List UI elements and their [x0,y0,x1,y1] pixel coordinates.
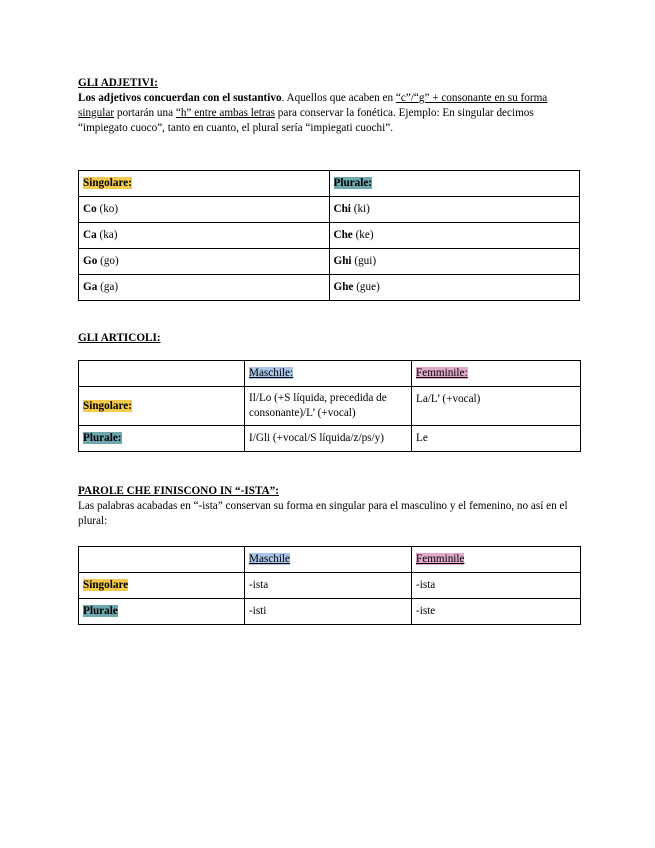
table-row [79,275,580,301]
row-label-cell: Singolare: [79,387,245,426]
adjetivi-paragraph: Los adjetivos concuerdan con el sustantivo. Aquellos que acaben en “c”/“g” + consonante en su forma singular portarán una “h” entre ambas letras para conservar la fonética. Ejemplo: En singular decimos “impiegato cuoco”, tanto en cuanto, el plural sería “impiegati cuochi”. [78,92,548,134]
ista-paragraph: Las palabras acabadas en “-ista” conservan su forma en singular para el masculino y el femenino, no así en el plural: [78,500,568,527]
section-title-ista: PAROLE CHE FINISCONO IN “-ISTA”: [78,485,279,497]
header-cell: Plurale: [329,171,580,197]
row-label-cell: Plurale: [79,426,245,452]
table-cell: Ghi (gui) [329,249,580,275]
adjetivi-bold-rule: Los adjetivos concuerdan con el sustantivo [78,92,282,104]
header-cell: Maschile: [245,361,412,387]
table-cell: -ista [412,573,581,599]
header-cell [79,547,245,573]
table-header-row [79,361,581,387]
header-cell: Femminile: [412,361,581,387]
table-header-row [79,171,580,197]
table-row [79,387,581,426]
table-cell: Che (ke) [329,223,580,249]
table-cell: -isti [245,599,412,625]
table-cell: Co (ko) [79,197,330,223]
table-row [79,573,581,599]
section-title-articoli: GLI ARTICOLI: [78,332,161,344]
table-row [79,426,581,452]
underlined-phrase: “h” entre ambas letras [175,107,275,119]
table-row [79,249,580,275]
table-cell: I/Gli (+vocal/S líquida/z/ps/y) [245,426,412,452]
header-cell: Femminile [412,547,581,573]
table-cell: Go (go) [79,249,330,275]
underlined-phrase: “c”/“g” + consonante en su forma singular [78,92,548,119]
section-title-adjetivi: GLI ADJETIVI: [78,77,158,89]
table-cell: Ghe (gue) [329,275,580,301]
header-cell: Singolare: [79,171,330,197]
header-cell: Maschile [245,547,412,573]
table-cell: Il/Lo (+S líquida, precedida de consonante)/L’ (+vocal) [245,387,412,426]
header-cell [79,361,245,387]
table-cell: Le [412,426,581,452]
articoli-table [78,360,581,452]
table-cell: -iste [412,599,581,625]
table-cell: Ga (ga) [79,275,330,301]
row-label-cell: Singolare [79,573,245,599]
row-label-cell: Plurale [79,599,245,625]
ista-table [78,546,581,625]
table-row [79,599,581,625]
table-cell: La/L’ (+vocal) [412,387,581,426]
table-cell: Chi (ki) [329,197,580,223]
table-cell: Ca (ka) [79,223,330,249]
table-cell: -ista [245,573,412,599]
table-row [79,197,580,223]
adjetivi-table [78,170,580,301]
table-row [79,223,580,249]
table-header-row [79,547,581,573]
